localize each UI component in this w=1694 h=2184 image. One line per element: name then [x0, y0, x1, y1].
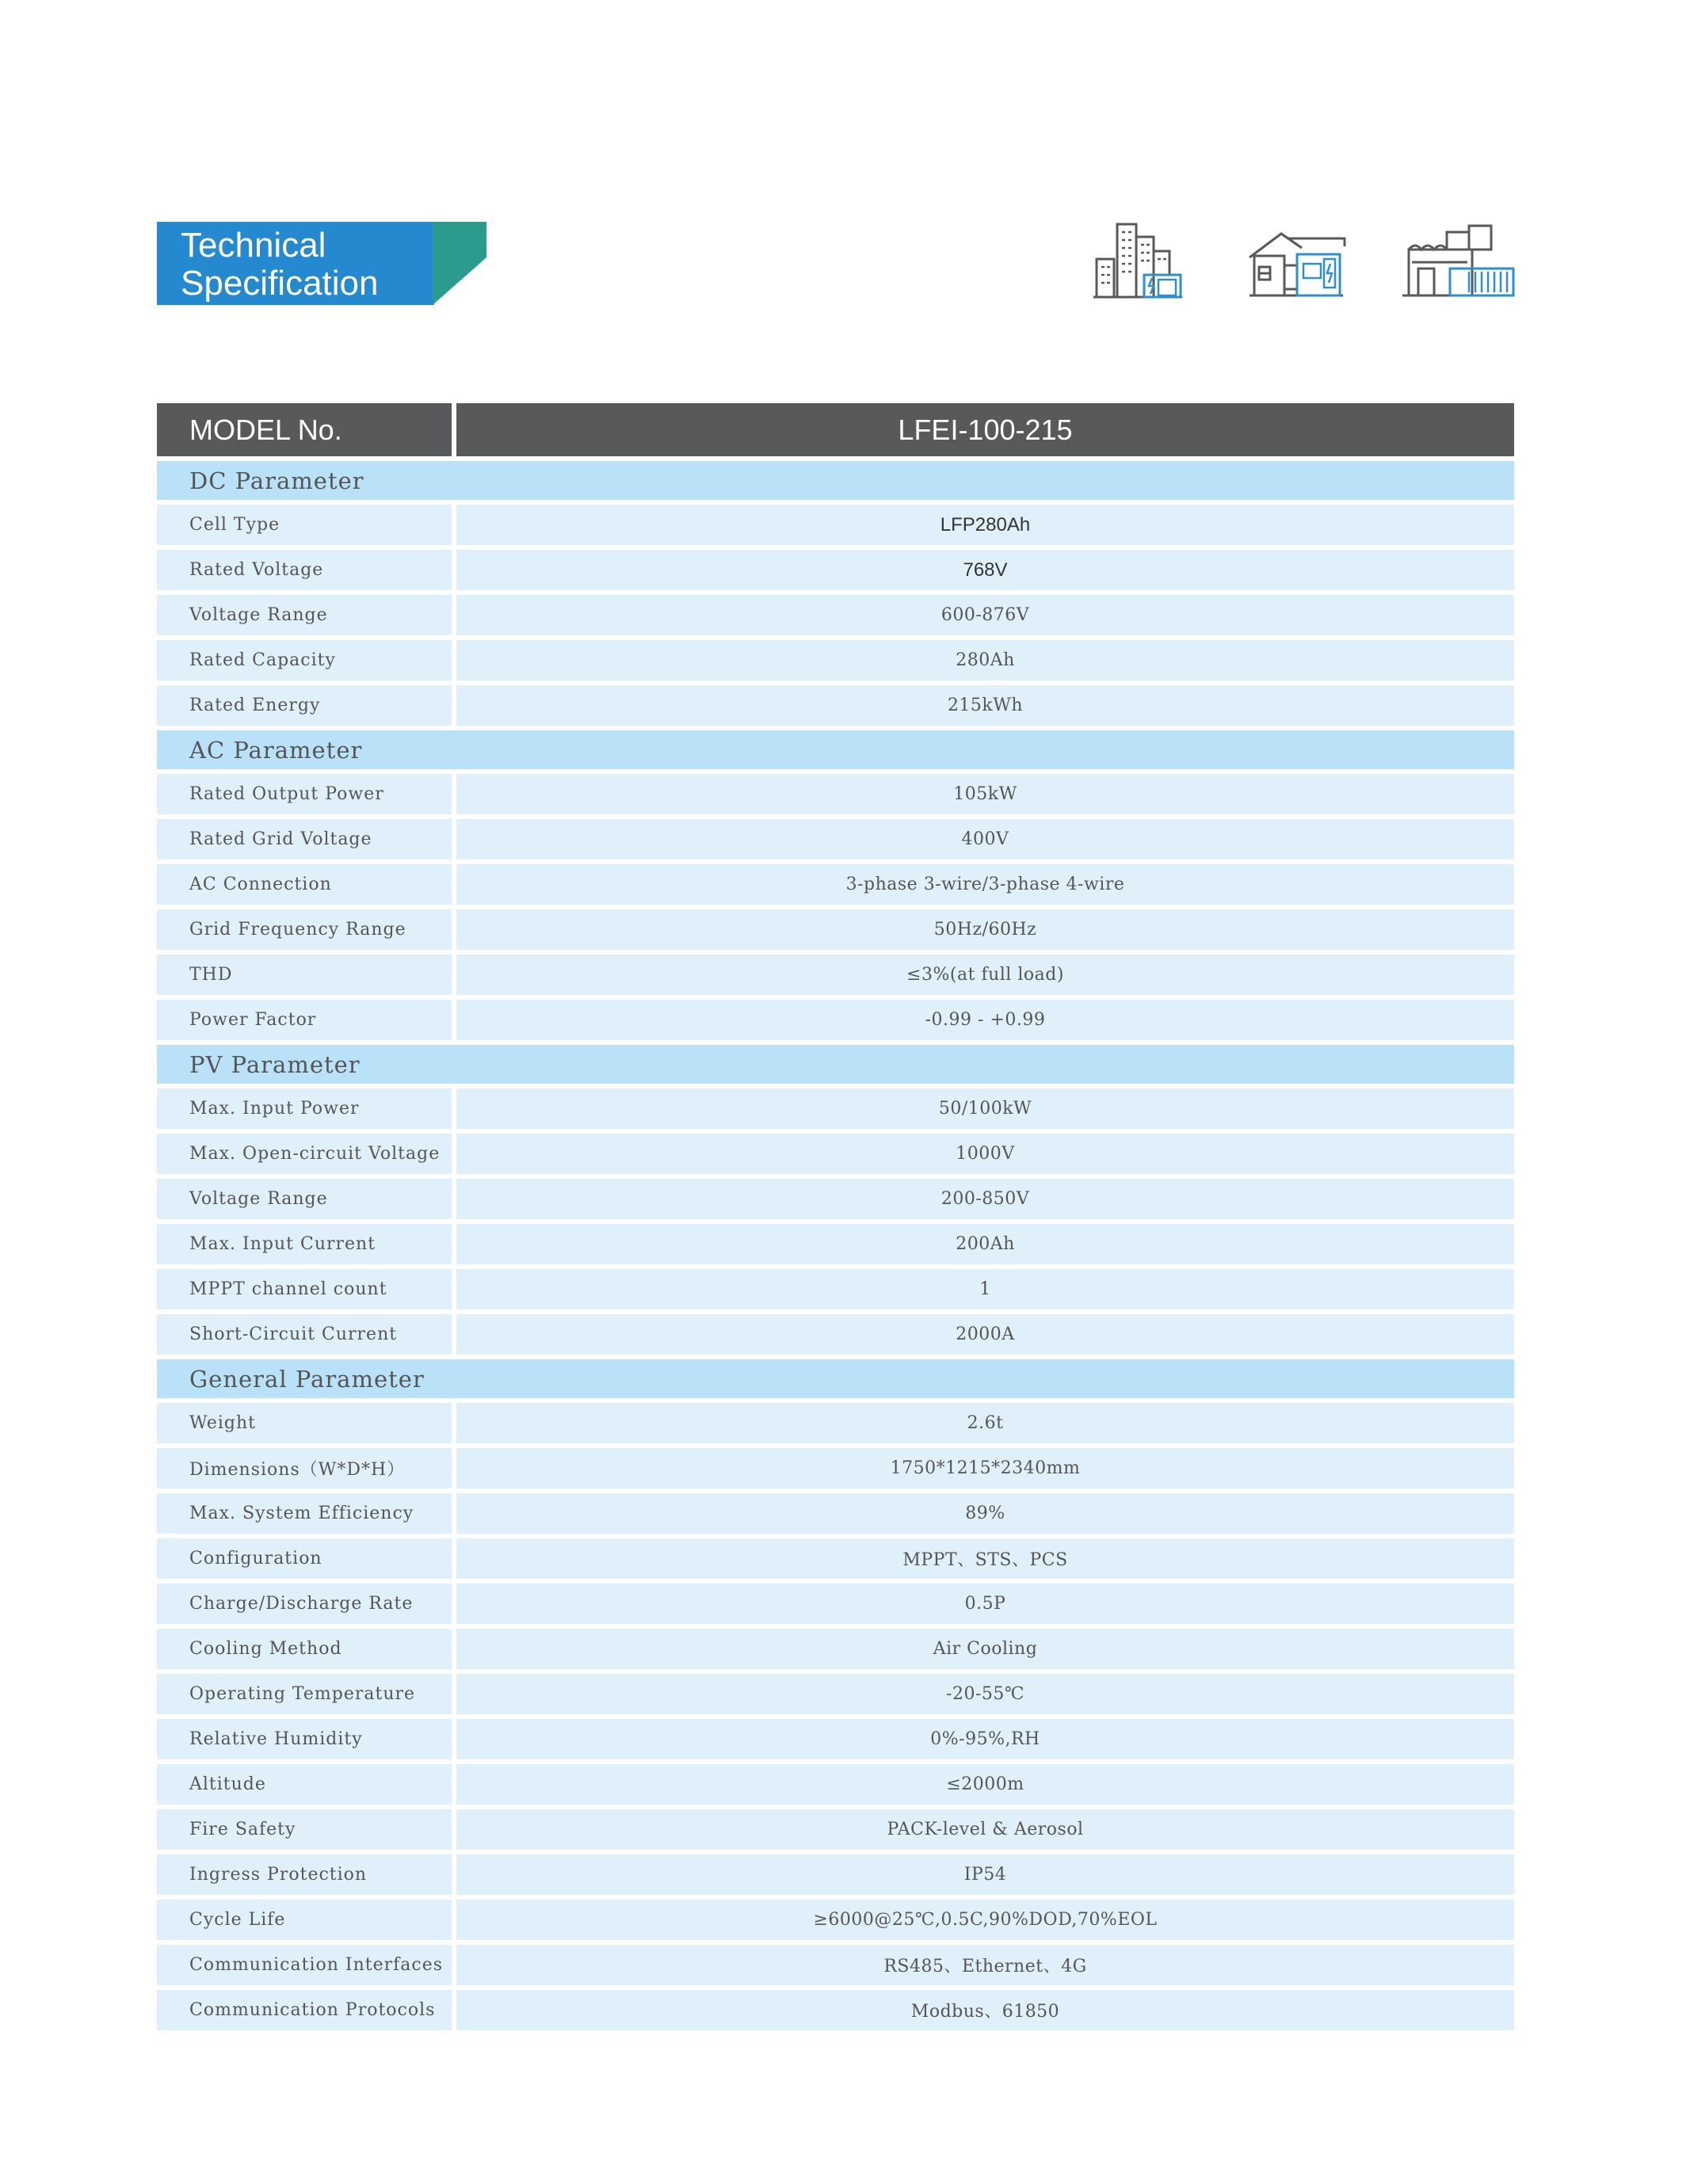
row-value: 2000A — [454, 1312, 1514, 1357]
city-buildings-icon — [1093, 218, 1185, 304]
table-row — [157, 1446, 1514, 1491]
row-label: Max. System Efficiency — [157, 1491, 454, 1536]
row-value: -0.99 - +0.99 — [454, 997, 1514, 1042]
section-title: General Parameter — [157, 1357, 1514, 1401]
row-value: 215kWh — [454, 683, 1514, 728]
row-value: 200Ah — [454, 1222, 1514, 1267]
row-label: Rated Energy — [157, 683, 454, 728]
spec-table — [157, 403, 1514, 2035]
table-row — [157, 1852, 1514, 1897]
section-title: DC Parameter — [157, 459, 1514, 502]
row-value: 50Hz/60Hz — [454, 907, 1514, 952]
banner-title-line1: Technical — [181, 226, 326, 265]
row-value: 105kW — [454, 772, 1514, 817]
section-header-row — [157, 459, 1514, 502]
row-value: 1 — [454, 1267, 1514, 1312]
row-value: ≤3%(at full load) — [454, 952, 1514, 997]
table-row — [157, 1491, 1514, 1536]
banner-title — [181, 227, 378, 303]
row-value: 280Ah — [454, 638, 1514, 683]
table-row — [157, 1401, 1514, 1446]
row-label: Configuration — [157, 1536, 454, 1581]
row-label: Max. Open-circuit Voltage — [157, 1131, 454, 1176]
row-label: Communication Protocols — [157, 1988, 454, 2033]
row-value: 768V — [454, 547, 1514, 593]
row-label: Cell Type — [157, 502, 454, 547]
row-value: 89% — [454, 1491, 1514, 1536]
row-label: Voltage Range — [157, 1176, 454, 1222]
table-row — [157, 1267, 1514, 1312]
row-label: Fire Safety — [157, 1807, 454, 1852]
row-label: THD — [157, 952, 454, 997]
row-value: 0%-95%,RH — [454, 1717, 1514, 1762]
row-label: Communication Interfaces — [157, 1942, 454, 1988]
section-header-row — [157, 1357, 1514, 1401]
section-title: AC Parameter — [157, 728, 1514, 772]
row-value: MPPT、STS、PCS — [454, 1536, 1514, 1581]
row-value: 400V — [454, 817, 1514, 862]
row-value: 50/100kW — [454, 1086, 1514, 1131]
row-label: Charge/Discharge Rate — [157, 1581, 454, 1626]
table-row — [157, 1626, 1514, 1671]
table-row — [157, 1942, 1514, 1988]
table-row — [157, 502, 1514, 547]
row-label: Rated Grid Voltage — [157, 817, 454, 862]
banner-teal-corner — [433, 222, 486, 305]
table-row — [157, 1671, 1514, 1717]
factory-icon — [1401, 218, 1516, 304]
row-label: Rated Output Power — [157, 772, 454, 817]
section-header-row — [157, 1042, 1514, 1086]
row-value: ≥6000@25℃,0.5C,90%DOD,70%EOL — [454, 1897, 1514, 1942]
row-label: Dimensions（W*D*H） — [157, 1446, 454, 1491]
table-row — [157, 997, 1514, 1042]
row-label: Operating Temperature — [157, 1671, 454, 1717]
row-label: Voltage Range — [157, 593, 454, 638]
banner-title-line2: Specification — [181, 264, 379, 303]
table-row — [157, 1176, 1514, 1222]
row-label: Cycle Life — [157, 1897, 454, 1942]
row-value: RS485、Ethernet、4G — [454, 1942, 1514, 1988]
section-header-row — [157, 728, 1514, 772]
row-label: Cooling Method — [157, 1626, 454, 1671]
table-row — [157, 1897, 1514, 1942]
table-row — [157, 1717, 1514, 1762]
house-icon — [1248, 218, 1347, 304]
table-row — [157, 1131, 1514, 1176]
row-value: 2.6t — [454, 1401, 1514, 1446]
table-row — [157, 1222, 1514, 1267]
row-value: 200-850V — [454, 1176, 1514, 1222]
table-row — [157, 1312, 1514, 1357]
row-value: 1000V — [454, 1131, 1514, 1176]
row-value: 0.5P — [454, 1581, 1514, 1626]
row-value: 1750*1215*2340mm — [454, 1446, 1514, 1491]
model-value: LFEI-100-215 — [454, 403, 1514, 459]
table-row — [157, 547, 1514, 593]
table-row — [157, 1536, 1514, 1581]
row-value: ≤2000m — [454, 1762, 1514, 1807]
table-row — [157, 593, 1514, 638]
table-row — [157, 1988, 1514, 2033]
table-row — [157, 952, 1514, 997]
row-value: 600-876V — [454, 593, 1514, 638]
row-value: IP54 — [454, 1852, 1514, 1897]
table-row — [157, 683, 1514, 728]
row-label: Rated Capacity — [157, 638, 454, 683]
row-label: Grid Frequency Range — [157, 907, 454, 952]
row-value: -20-55℃ — [454, 1671, 1514, 1717]
table-row — [157, 1762, 1514, 1807]
row-label: MPPT channel count — [157, 1267, 454, 1312]
table-row — [157, 638, 1514, 683]
row-label: Max. Input Current — [157, 1222, 454, 1267]
table-row — [157, 1086, 1514, 1131]
section-title: PV Parameter — [157, 1042, 1514, 1086]
row-label: Rated Voltage — [157, 547, 454, 593]
row-value: Air Cooling — [454, 1626, 1514, 1671]
row-value: PACK-level & Aerosol — [454, 1807, 1514, 1852]
table-row — [157, 817, 1514, 862]
row-value: 3-phase 3-wire/3-phase 4-wire — [454, 862, 1514, 907]
row-label: Weight — [157, 1401, 454, 1446]
model-label: MODEL No. — [157, 403, 454, 459]
table-row — [157, 862, 1514, 907]
spec-banner — [157, 222, 486, 305]
table-header-row — [157, 403, 1514, 459]
table-row — [157, 1581, 1514, 1626]
row-value: LFP280Ah — [454, 502, 1514, 547]
row-label: Max. Input Power — [157, 1086, 454, 1131]
table-row — [157, 1807, 1514, 1852]
table-row — [157, 907, 1514, 952]
row-label: Power Factor — [157, 997, 454, 1042]
row-label: AC Connection — [157, 862, 454, 907]
row-label: Ingress Protection — [157, 1852, 454, 1897]
row-label: Relative Humidity — [157, 1717, 454, 1762]
table-row — [157, 772, 1514, 817]
row-label: Altitude — [157, 1762, 454, 1807]
row-value: Modbus、61850 — [454, 1988, 1514, 2033]
row-label: Short-Circuit Current — [157, 1312, 454, 1357]
